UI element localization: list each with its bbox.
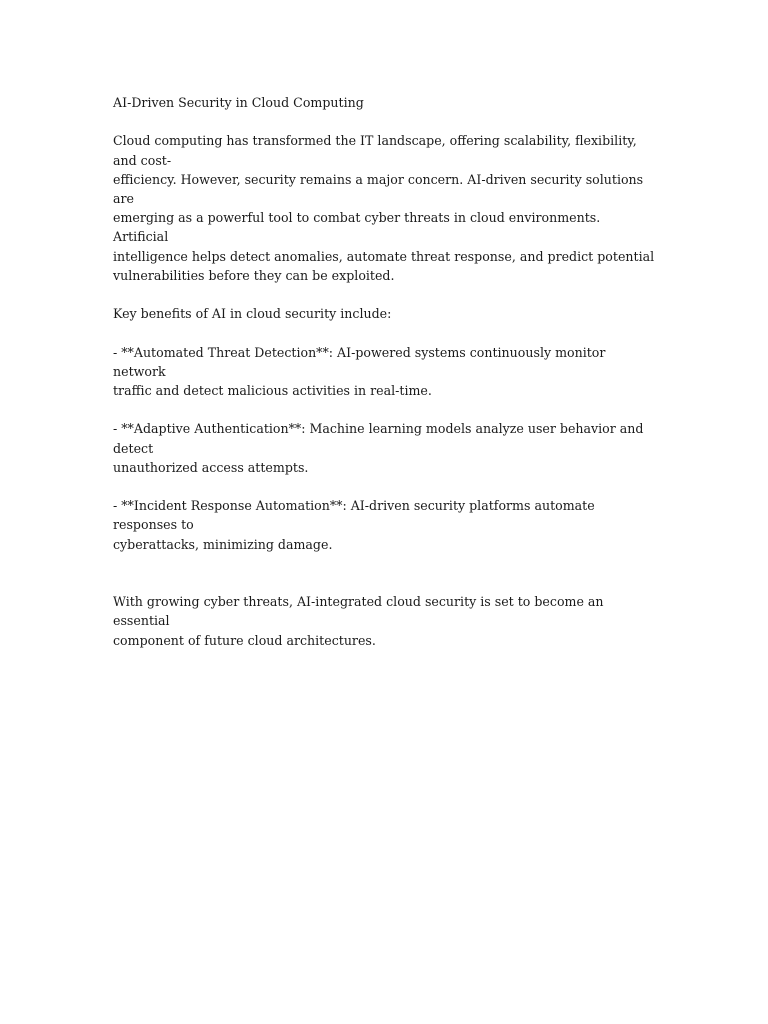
benefit-item-incident-response: - **Incident Response Automation**: AI-driven security platforms automate responses to cyberattacks, minimizing damage. [113,498,595,552]
intro-paragraph: Cloud computing has transformed the IT landscape, offering scalability, flexibility, and cost- efficiency. However, security remains a major concern. AI-driven security solutions are emerging as a powerful tool to combat cyber threats in cloud environments. Artificial intelligence helps detect anomalies, automate threat response, and predict potential vulnerabilities before they can be exploited. [113,133,655,283]
document-title: AI-Driven Security in Cloud Computing [113,95,364,110]
benefits-heading: Key benefits of AI in cloud security include: [113,306,392,322]
benefit-item-adaptive-authentication: - **Adaptive Authentication**: Machine learning models analyze user behavior and detect unauthorized access attempts. [113,421,644,475]
conclusion-paragraph: With growing cyber threats, AI-integrated cloud security is set to become an essential component of future cloud architectures. [113,594,604,648]
document-body [113,93,658,669]
benefit-item-threat-detection: - **Automated Threat Detection**: AI-powered systems continuously monitor network traffic and detect malicious activities in real-time. [113,344,606,398]
